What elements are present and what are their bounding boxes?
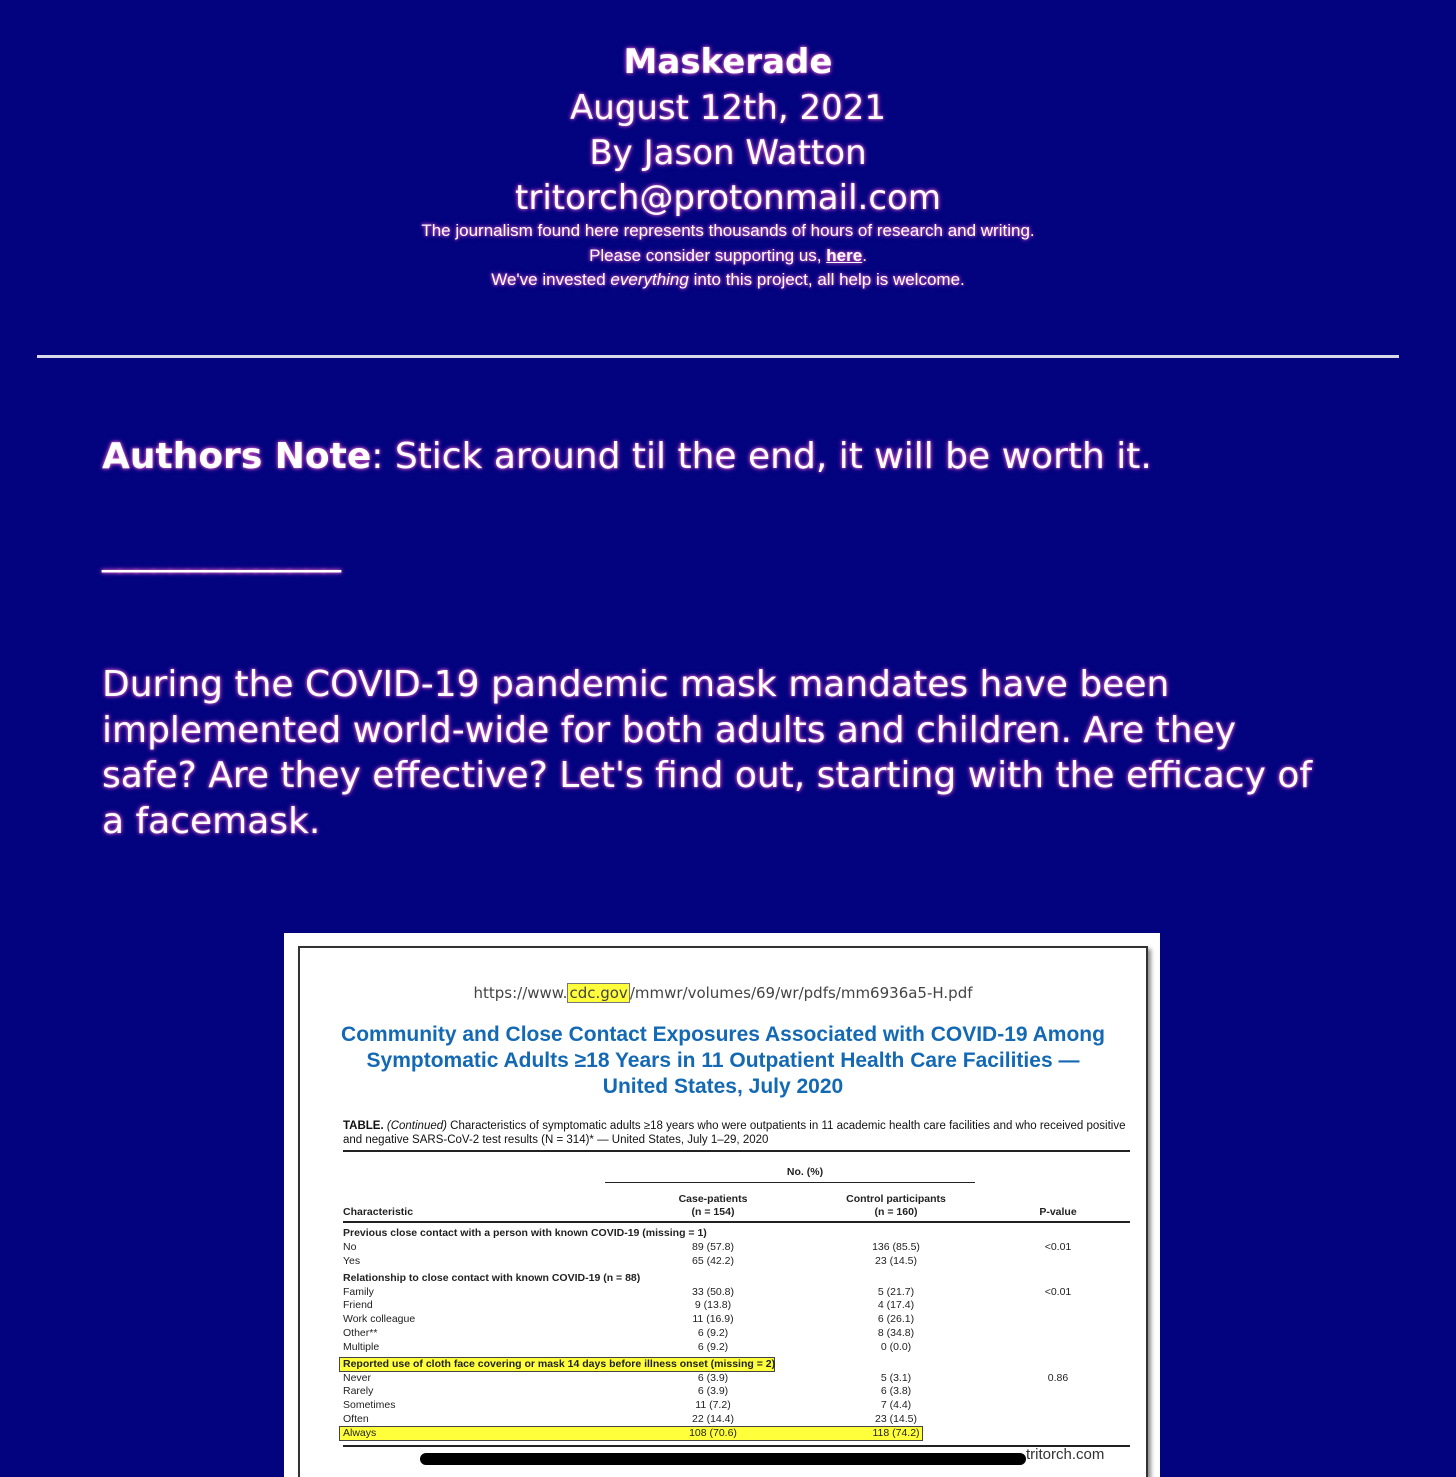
support-line-3-emphasis: everything xyxy=(610,270,689,289)
report-title xyxy=(300,1022,1146,1100)
table-row-label: Work colleague xyxy=(343,1313,416,1326)
text-separator: ______________ xyxy=(102,532,340,573)
table-caption xyxy=(343,1119,1143,1147)
col-header-control: Control participants xyxy=(846,1193,946,1205)
table-cell-control: 23 (14.5) xyxy=(874,1413,918,1425)
table-cell-case: 33 (50.8) xyxy=(691,1285,735,1298)
table-cell-case: 65 (42.2) xyxy=(691,1254,735,1267)
table-cell-control: 6 (26.1) xyxy=(877,1313,915,1326)
table-cell-control: 4 (17.4) xyxy=(877,1299,915,1312)
col-header-control-n: (n = 160) xyxy=(874,1206,918,1218)
group-header: No. (%) xyxy=(786,1166,824,1178)
table-cell-pvalue: <0.01 xyxy=(1044,1241,1072,1253)
table-cell-case: 89 (57.8) xyxy=(691,1241,735,1253)
col-header-pvalue: P-value xyxy=(1039,1206,1077,1218)
table-section-heading: Previous close contact with a person with known COVID-19 (missing = 1) xyxy=(343,1227,707,1239)
table-cell-control: 5 (21.7) xyxy=(877,1285,915,1298)
table-cell-control: 118 (74.2) xyxy=(872,1426,920,1439)
table-cell-control: 5 (3.1) xyxy=(880,1371,912,1384)
table-cell-pvalue: 0.86 xyxy=(1047,1371,1069,1384)
support-line-3 xyxy=(0,269,1456,291)
support-link[interactable]: here xyxy=(826,246,863,265)
horizontal-divider xyxy=(37,355,1399,358)
table-caption-label: TABLE. xyxy=(343,1120,384,1132)
table-rule xyxy=(343,1445,1130,1447)
table-cell-control: 23 (14.5) xyxy=(874,1254,918,1267)
article-title: Maskerade xyxy=(623,42,833,82)
table-cell-pvalue: <0.01 xyxy=(1044,1285,1072,1298)
article-author: By Jason Watton xyxy=(589,133,867,173)
table-caption-continued: (Continued) xyxy=(386,1120,447,1132)
table-rule xyxy=(343,1221,1130,1223)
image-frame xyxy=(298,946,1148,1477)
cdc-table-image xyxy=(284,933,1160,1477)
table-cell-case: 22 (14.4) xyxy=(691,1413,735,1425)
table-row-label: Never xyxy=(343,1371,372,1384)
support-line-3-end: into this project, all help is welcome. xyxy=(688,270,965,289)
source-url xyxy=(300,984,1146,1002)
table-row-label: No xyxy=(343,1241,357,1253)
table-cell-case: 108 (70.6) xyxy=(689,1426,737,1439)
table-cell-case: 11 (7.2) xyxy=(695,1399,731,1412)
report-title-line: United States, July 2020 xyxy=(602,1075,844,1098)
table-row-label: Rarely xyxy=(343,1385,374,1398)
table-cell-case: 6 (9.2) xyxy=(697,1327,729,1339)
table-cell-case: 6 (9.2) xyxy=(697,1340,729,1353)
table-cell-case: 6 (3.9) xyxy=(697,1385,729,1398)
horizontal-scrollbar[interactable] xyxy=(420,1453,1026,1465)
table-section-heading: Relationship to close contact with known COVID-19 (n = 88) xyxy=(343,1271,641,1284)
table-row-label: Yes xyxy=(343,1254,361,1267)
support-line-2-end: . xyxy=(862,246,867,265)
table-rule xyxy=(605,1182,975,1183)
table-section-heading: Reported use of cloth face covering or mask 14 days before illness onset (missing = 2) xyxy=(343,1357,776,1370)
col-header-case: Case-patients xyxy=(678,1193,748,1205)
source-url-prefix: https://www. xyxy=(473,984,568,1002)
table-cell-case: 11 (16.9) xyxy=(692,1313,734,1326)
col-header-characteristic: Characteristic xyxy=(343,1206,414,1218)
table-row-label: Always xyxy=(343,1426,377,1439)
table-cell-control: 6 (3.8) xyxy=(880,1385,912,1398)
table-rule xyxy=(343,1150,1130,1152)
authors-note-text: : Stick around til the end, it will be worth it. xyxy=(371,436,1152,477)
table-row-label: Family xyxy=(343,1285,374,1298)
table-row-label: Often xyxy=(343,1413,369,1425)
support-line-2 xyxy=(0,245,1456,267)
report-title-line: Community and Close Contact Exposures Associated with COVID-19 Among xyxy=(341,1023,1105,1046)
intro-text: During the COVID-19 pandemic mask mandates have been implemented world-wide for both adults and children. Are they safe? Are they effective? Let's find out, starting with the efficacy of a facemask. xyxy=(102,664,1313,842)
table-cell-case: 9 (13.8) xyxy=(694,1299,732,1312)
col-header-case-n: (n = 154) xyxy=(691,1206,735,1218)
source-url-path: /mmwr/volumes/69/wr/pdfs/mm6936a5-H.pdf xyxy=(629,984,973,1002)
table-caption-text: Characteristics of symptomatic adults ≥18 years who were outpatients in 11 academic health care facilities and who received positive and negative SARS-CoV-2 test results (N = 314)* — United States, July 1–29, 2020 xyxy=(343,1120,1126,1146)
table-cell-control: 8 (34.8) xyxy=(877,1327,915,1339)
article-date: August 12th, 2021 xyxy=(569,88,887,128)
author-email[interactable]: tritorch@protonmail.com xyxy=(515,178,941,218)
table-cell-case: 6 (3.9) xyxy=(697,1371,729,1384)
source-url-highlight: cdc.gov xyxy=(569,984,628,1002)
report-title-line: Symptomatic Adults ≥18 Years in 11 Outpatient Health Care Facilities — xyxy=(366,1049,1080,1072)
authors-note xyxy=(102,432,1152,482)
table-cell-control: 0 (0.0) xyxy=(880,1340,912,1353)
table-cell-control: 7 (4.4) xyxy=(880,1399,912,1412)
support-line-1: The journalism found here represents thousands of hours of research and writing. xyxy=(421,221,1035,240)
table-row-label: Other** xyxy=(343,1327,378,1339)
watermark: tritorch.com xyxy=(1026,1446,1105,1463)
intro-paragraph xyxy=(102,662,1342,844)
table-row-label: Multiple xyxy=(343,1340,380,1353)
support-line-2-text: Please consider supporting us, xyxy=(589,246,827,265)
support-line-3-text: We've invested xyxy=(491,270,611,289)
table-row-label: Sometimes xyxy=(343,1399,396,1412)
table-cell-control: 136 (85.5) xyxy=(872,1241,920,1253)
table-row-label: Friend xyxy=(343,1299,373,1312)
authors-note-label: Authors Note xyxy=(102,436,372,477)
